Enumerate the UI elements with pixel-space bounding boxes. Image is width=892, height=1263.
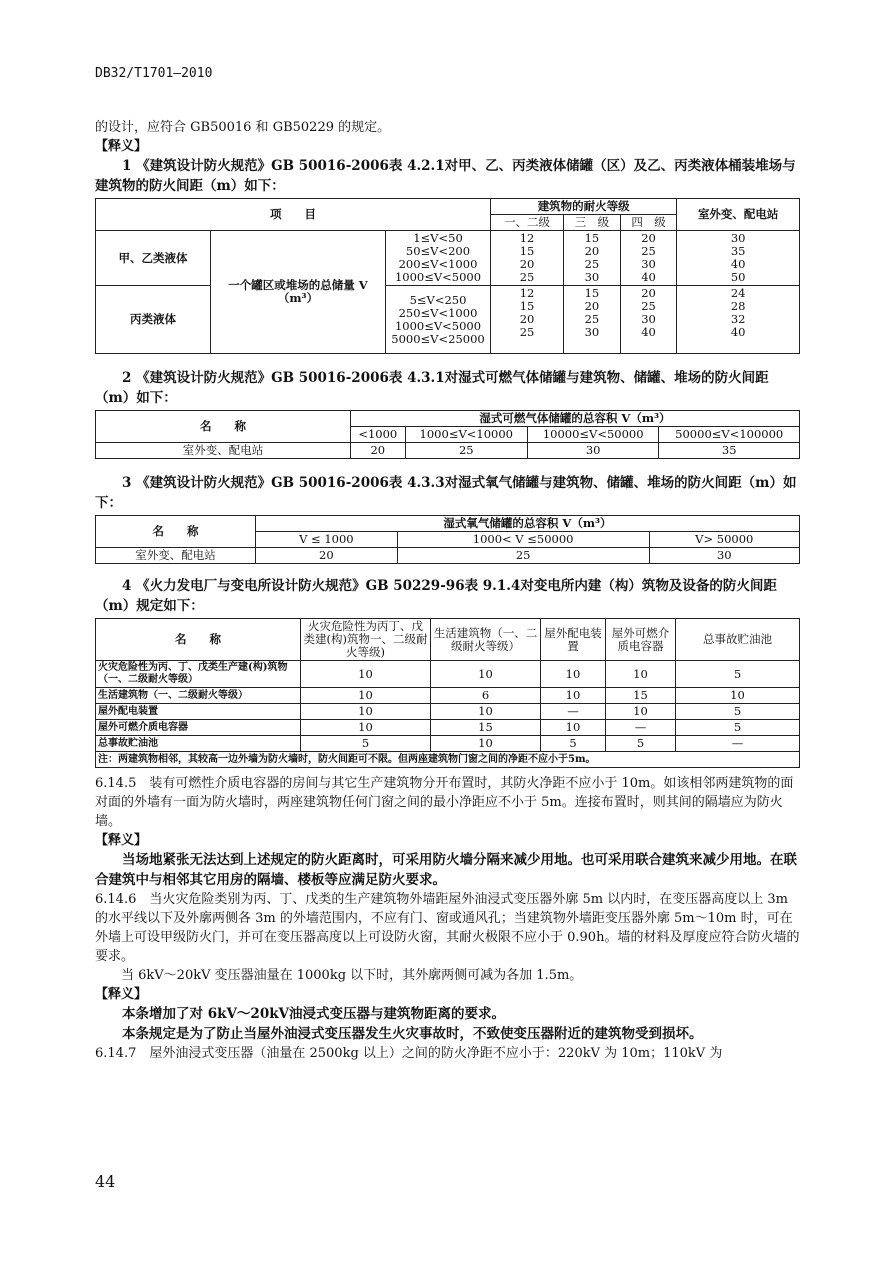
t4-cell: 10 bbox=[541, 688, 606, 704]
t1-a-ranges: 1≤V<50 50≤V<200 200≤V<1000 1000≤V<5000 bbox=[386, 231, 491, 286]
t1-header-item: 项 目 bbox=[96, 199, 491, 231]
t2-row-label: 室外变、配电站 bbox=[96, 443, 351, 459]
t1-a-g3: 15 20 25 30 bbox=[564, 231, 621, 286]
table-gas-tanks bbox=[95, 410, 800, 459]
t4-cell: 10 bbox=[301, 720, 431, 736]
t3-col-2: 1000< V ≤50000 bbox=[397, 532, 649, 548]
t2-col-2: 1000≤V<10000 bbox=[405, 427, 527, 443]
t2-header-name: 名 称 bbox=[96, 411, 351, 443]
t4-header-name: 名 称 bbox=[96, 619, 301, 661]
t4-row-label: 屋外可燃介质电容器 bbox=[96, 720, 301, 736]
item1-title: 1 《建筑设计防火规范》GB 50016-2006表 4.2.1对甲、乙、丙类液体储罐（区）及乙、丙类液体桶装堆场与建筑物的防火间距（m）如下： bbox=[95, 158, 796, 194]
t2-val-1: 20 bbox=[351, 443, 406, 459]
t4-cell: 10 bbox=[301, 661, 431, 688]
t1-header-grade4: 四 级 bbox=[620, 215, 677, 231]
t1-b-g4: 20 25 30 40 bbox=[620, 286, 677, 354]
t4-cell: 10 bbox=[431, 704, 541, 720]
t2-val-4: 35 bbox=[659, 443, 800, 459]
t1-header-grade3: 三 级 bbox=[564, 215, 621, 231]
page-number: 44 bbox=[95, 1172, 116, 1191]
standard-code: DB32/T1701—2010 bbox=[95, 66, 213, 81]
t4-cell: 10 bbox=[431, 661, 541, 688]
table-substation-spacing bbox=[95, 618, 800, 768]
t3-row-label: 室外变、配电站 bbox=[96, 548, 256, 564]
shiyi-heading: 【释义】 bbox=[95, 833, 148, 848]
t4-cell: 5 bbox=[676, 704, 800, 720]
t2-val-2: 25 bbox=[405, 443, 527, 459]
t4-cell: 15 bbox=[431, 720, 541, 736]
t4-cell: — bbox=[676, 736, 800, 752]
item3-title: 3 《建筑设计防火规范》GB 50016-2006表 4.3.3对湿式氧气储罐与建筑物、储罐、堆场的防火间距（m）如下： bbox=[95, 475, 797, 511]
t1-b-g3: 15 20 25 30 bbox=[564, 286, 621, 354]
t2-val-3: 30 bbox=[527, 443, 658, 459]
table-oxygen-tanks bbox=[95, 515, 800, 564]
t3-col-1: V ≤ 1000 bbox=[256, 532, 398, 548]
t3-header-name: 名 称 bbox=[96, 516, 256, 548]
clause-6-14-6: 6.14.6 当火灾危险类别为丙、丁、戊类的生产建筑物外墙距屋外油浸式变压器外廓 5m 以内时，在变压器高度以上 3m 的水平线以下及外廓两侧各 3m 的外墙范围内，不应有门、窗或通风孔；当建筑物外墙距变压器外廓 5m～10m 时，可在外墙上可设甲级防火门，并可在变压器高度以上可设防火窗，其耐火极限不应小于 0.90h。墙的材料及厚度应符合防火墙的要求。 bbox=[95, 892, 800, 964]
t2-col-1: <1000 bbox=[351, 427, 406, 443]
t4-cell: 10 bbox=[606, 704, 676, 720]
t1-b-g12: 12 15 20 25 bbox=[491, 286, 564, 354]
t3-val-3: 30 bbox=[649, 548, 799, 564]
t4-cell: 6 bbox=[431, 688, 541, 704]
shiyi-heading: 【释义】 bbox=[95, 987, 148, 1002]
t1-header-fire-grade: 建筑物的耐火等级 bbox=[491, 199, 677, 215]
t1-b-sub: 24 28 32 40 bbox=[677, 286, 800, 354]
t1-a-g12: 12 15 20 25 bbox=[491, 231, 564, 286]
t4-cell: 10 bbox=[606, 661, 676, 688]
t4-cell: 15 bbox=[606, 688, 676, 704]
t4-cell: 5 bbox=[676, 720, 800, 736]
table-liquid-tanks bbox=[95, 198, 800, 354]
lead-line: 的设计，应符合 GB50016 和 GB50229 的规定。 bbox=[95, 120, 391, 135]
t4-header-col-4: 屋外可燃介质电容器 bbox=[606, 619, 676, 661]
t4-note: 注：两建筑物相邻，其较高一边外墙为防火墙时，防火间距可不限。但两座建筑物门窗之间的净距不应小于5m。 bbox=[96, 752, 800, 768]
t4-cell: 10 bbox=[676, 688, 800, 704]
t2-col-4: 50000≤V<100000 bbox=[659, 427, 800, 443]
t1-mid-label: 一个罐区或堆场的总储量 V（m³） bbox=[211, 231, 386, 354]
t4-header-col-5: 总事故贮油池 bbox=[676, 619, 800, 661]
t1-header-substation: 室外变、配电站 bbox=[677, 199, 800, 231]
t3-col-3: V> 50000 bbox=[649, 532, 799, 548]
t1-row-b-label: 丙类液体 bbox=[96, 286, 211, 354]
t4-header-col-3: 屋外配电装置 bbox=[541, 619, 606, 661]
t2-header-volume: 湿式可燃气体储罐的总容积 V（m³） bbox=[351, 411, 800, 427]
t4-row-label: 总事故贮油池 bbox=[96, 736, 301, 752]
clause-6-14-7: 6.14.7 屋外油浸式变压器（油量在 2500kg 以上）之间的防火净距不应小于：220kV 为 10m；110kV 为 bbox=[95, 1046, 723, 1061]
t4-cell: 5 bbox=[301, 736, 431, 752]
t4-row-label: 生活建筑物（一、二级耐火等级） bbox=[96, 688, 301, 704]
t1-row-a-label: 甲、乙类液体 bbox=[96, 231, 211, 286]
shiyi-6-14-5: 当场地紧张无法达到上述规定的防火距离时，可采用防火墙分隔来减少用地。也可采用联合建筑来减少用地。在联合建筑中与相邻其它用房的隔墙、楼板等应满足防火要求。 bbox=[95, 852, 797, 888]
t4-cell: 5 bbox=[676, 661, 800, 688]
t4-row-label: 火灾危险性为丙、丁、戊类生产建(构)筑物（一、二级耐火等级） bbox=[96, 661, 301, 688]
clause-6-14-6-note: 当 6kV～20kV 变压器油量在 1000kg 以下时，其外廓两侧可减为各加 1.5m。 bbox=[121, 968, 583, 983]
t4-cell: — bbox=[606, 720, 676, 736]
shiyi-heading: 【释义】 bbox=[95, 139, 148, 154]
t4-cell: 10 bbox=[541, 661, 606, 688]
item2-title: 2 《建筑设计防火规范》GB 50016-2006表 4.3.1对湿式可燃气体储罐与建筑物、储罐、堆场的防火间距（m）如下： bbox=[95, 370, 769, 406]
t4-header-col-1: 火灾危险性为丙丁、戊类建(构)筑物一、二级耐火等级) bbox=[301, 619, 431, 661]
t4-header-col-2: 生活建筑物（一、二级耐火等级） bbox=[431, 619, 541, 661]
clause-6-14-5: 6.14.5 装有可燃性介质电容器的房间与其它生产建筑物分开布置时，其防火净距不应小于 10m。如该相邻两建筑物的面对面的外墙有一面为防火墙时，两座建筑物任何门窗之间的最小净距应不小于 5m。连接布置时，则其间的隔墙应为防火墙。 bbox=[95, 776, 794, 829]
t4-cell: — bbox=[541, 704, 606, 720]
t4-cell: 5 bbox=[541, 736, 606, 752]
page-content bbox=[95, 118, 800, 1063]
t3-val-1: 20 bbox=[256, 548, 398, 564]
t4-row-label: 屋外配电装置 bbox=[96, 704, 301, 720]
t3-header-volume: 湿式氧气储罐的总容积 V（m³） bbox=[256, 516, 800, 532]
t2-col-3: 10000≤V<50000 bbox=[527, 427, 658, 443]
t4-cell: 10 bbox=[431, 736, 541, 752]
t1-a-g4: 20 25 30 40 bbox=[620, 231, 677, 286]
shiyi-6-14-6-a: 本条增加了对 6kV～20kV油浸式变压器与建筑物距离的要求。 bbox=[122, 1006, 506, 1022]
item4-title: 4 《火力发电厂与变电所设计防火规范》GB 50229-96表 9.1.4对变电所内建（构）筑物及设备的防火间距（m）规定如下： bbox=[95, 578, 777, 614]
t1-header-grade12: 一、二级 bbox=[491, 215, 564, 231]
t1-b-ranges: 5≤V<250 250≤V<1000 1000≤V<5000 5000≤V<25000 bbox=[386, 286, 491, 354]
shiyi-6-14-6-b: 本条规定是为了防止当屋外油浸式变压器发生火灾事故时，不致使变压器附近的建筑物受到损坏。 bbox=[122, 1026, 703, 1042]
t4-cell: 10 bbox=[541, 720, 606, 736]
t4-cell: 5 bbox=[606, 736, 676, 752]
t4-cell: 10 bbox=[301, 704, 431, 720]
t1-a-sub: 30 35 40 50 bbox=[677, 231, 800, 286]
t4-cell: 10 bbox=[301, 688, 431, 704]
t3-val-2: 25 bbox=[397, 548, 649, 564]
